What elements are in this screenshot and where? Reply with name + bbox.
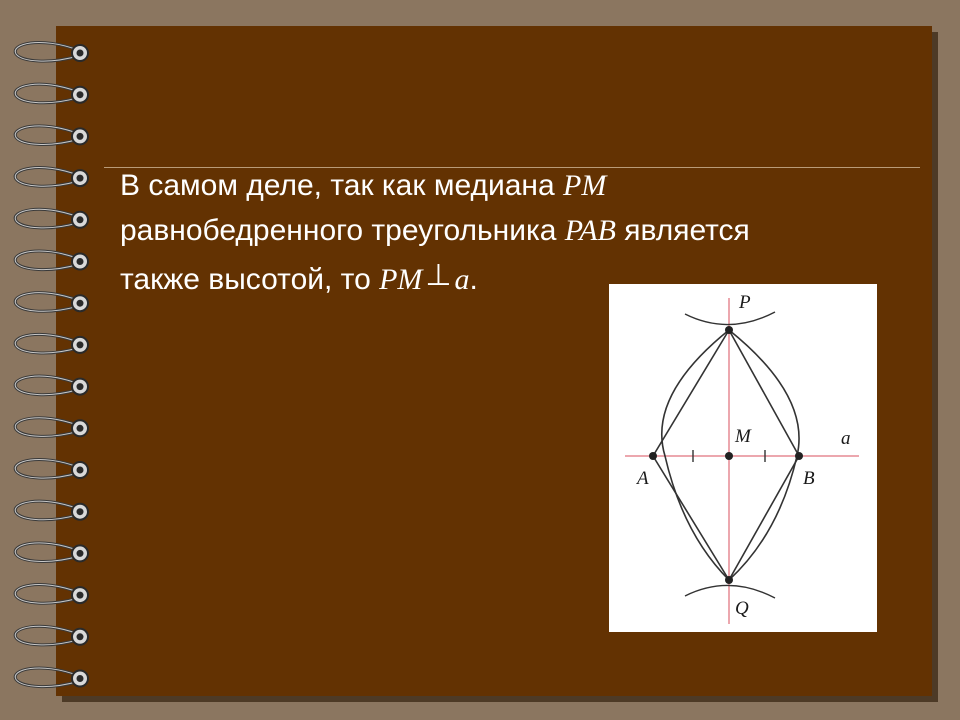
point-q [725, 576, 733, 584]
spiral-hole-center [77, 258, 84, 265]
geometry-figure [609, 284, 877, 632]
point-p [725, 326, 733, 334]
spiral-hole-center [77, 675, 84, 682]
arc-at-q [685, 585, 775, 598]
var-pab: PAB [564, 214, 616, 247]
text-line-2-main: равнобедренного треугольника [120, 214, 565, 247]
text-line-3-main: также высотой, то [120, 263, 380, 296]
arc-at-p [685, 312, 775, 325]
spiral-ring [15, 376, 88, 395]
segment-bq [729, 456, 799, 580]
spiral-hole-center [77, 508, 84, 515]
spiral-hole-center [77, 592, 84, 599]
spiral-binding [0, 0, 110, 720]
spiral-hole-center [77, 50, 84, 57]
spiral-ring [15, 251, 88, 270]
spiral-hole-center [77, 425, 84, 432]
text-line-2-end: является [615, 214, 750, 247]
spiral-ring [15, 585, 88, 604]
label-line-a: a [841, 428, 851, 449]
spiral-ring [15, 293, 88, 312]
var-pm-1: PM [563, 169, 607, 202]
spiral-ring [15, 209, 88, 228]
text-line-1-main: В самом деле, так как медиана [120, 169, 564, 202]
spiral-ring [15, 626, 88, 645]
spiral-ring [15, 543, 88, 562]
spiral-ring [15, 84, 88, 103]
text-line-3-end: . [469, 263, 478, 296]
spiral-ring [15, 501, 88, 520]
spiral-hole-center [77, 383, 84, 390]
spiral-hole-center [77, 91, 84, 98]
var-a: a [454, 263, 470, 296]
left-outer-arc [662, 330, 729, 580]
label-a: A [637, 468, 649, 489]
spiral-hole-center [77, 175, 84, 182]
text-line-2 [120, 208, 880, 253]
spiral-ring [15, 668, 88, 687]
point-m [725, 452, 733, 460]
spiral-hole-center [77, 633, 84, 640]
spiral-hole-center [77, 300, 84, 307]
label-q: Q [735, 598, 749, 619]
segment-pa [653, 330, 729, 456]
spiral-ring [15, 334, 88, 353]
spiral-hole-center [77, 216, 84, 223]
label-m: M [735, 426, 751, 447]
right-outer-arc [729, 330, 799, 580]
spiral-ring [15, 459, 88, 478]
construction-diagram [609, 284, 877, 632]
perpendicular-symbol: ⊥ [425, 259, 452, 292]
spiral-ring [15, 418, 88, 437]
label-b: B [803, 468, 815, 489]
spiral-hole-center [77, 341, 84, 348]
spiral-ring [15, 42, 88, 61]
slide-body-text [120, 163, 880, 302]
text-line-1 [120, 163, 880, 208]
point-b [795, 452, 803, 460]
spiral-ring [15, 126, 88, 145]
spiral-hole-center [77, 133, 84, 140]
var-pm-2: PM [379, 263, 423, 296]
spiral-hole-center [77, 550, 84, 557]
spiral-ring [15, 168, 88, 187]
label-p: P [739, 292, 751, 313]
spiral-hole-center [77, 467, 84, 474]
segment-aq [653, 456, 729, 580]
point-a [649, 452, 657, 460]
